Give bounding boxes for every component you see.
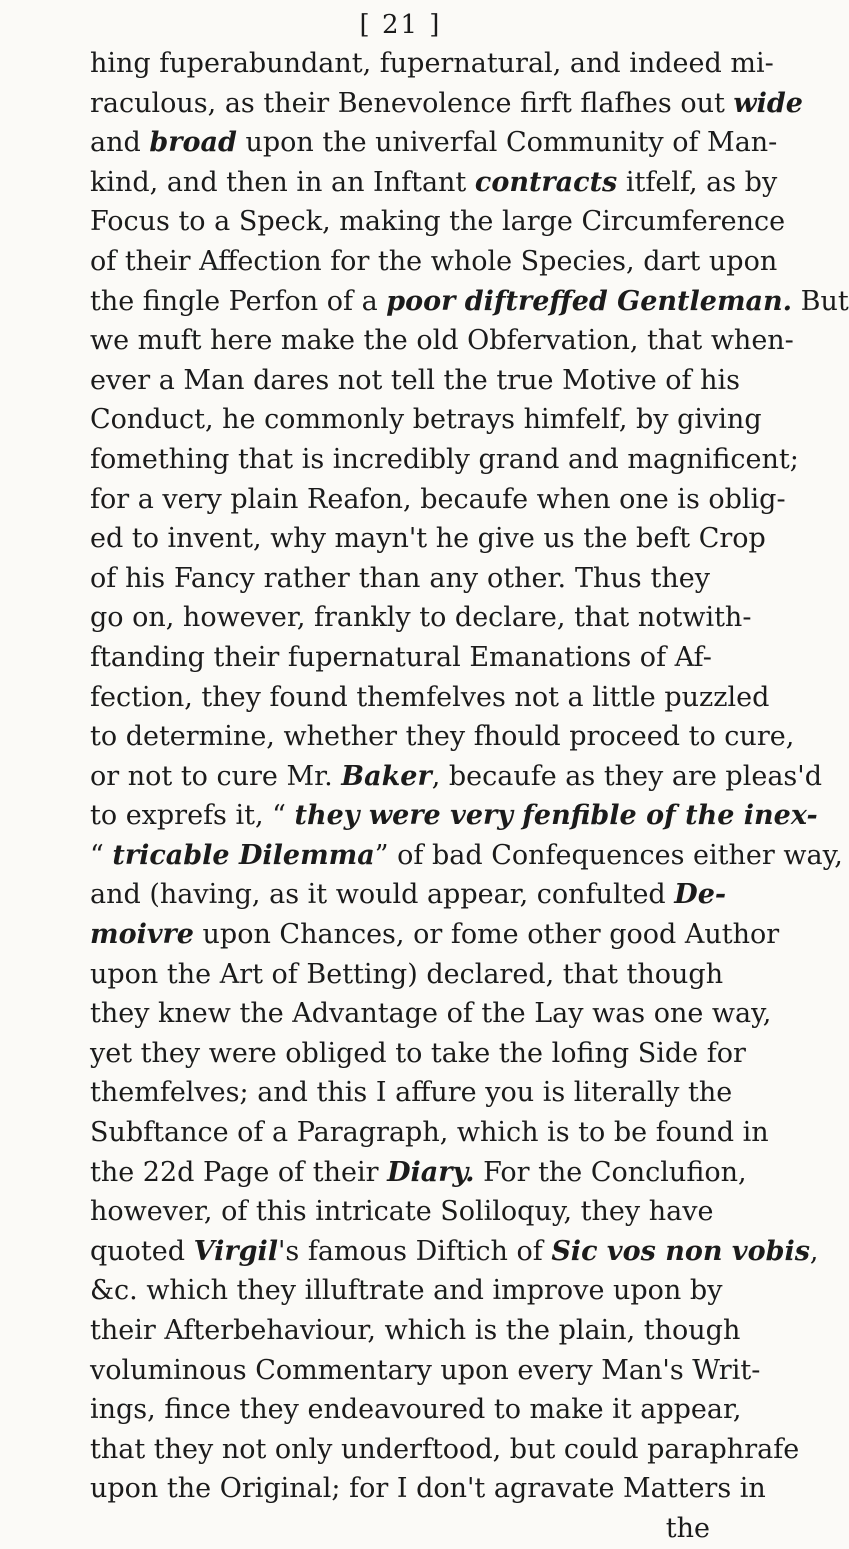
text-line — [90, 282, 849, 322]
text-line — [90, 915, 780, 955]
text-segment: of his Fancy rather than any other. Thus they — [90, 562, 710, 594]
text-segment: Conduct, he commonly betrays himfelf, by giving — [90, 404, 762, 436]
text-line — [90, 480, 786, 520]
text-segment: and (having, as it would appear, confulted — [90, 879, 675, 911]
text-line — [90, 321, 794, 361]
text-line — [90, 836, 843, 876]
text-line — [90, 955, 724, 995]
text-segment: But — [792, 285, 849, 317]
text-segment: go on, however, frankly to declare, that notwith- — [90, 602, 752, 634]
text-line — [90, 875, 727, 915]
italic-text: poor diftreffed Gentleman. — [386, 285, 793, 317]
text-segment: upon Chances, or fome other good Author — [193, 919, 780, 951]
text-segment: Subftance of a Paragraph, which is to be found in — [90, 1117, 769, 1149]
text-segment: the fingle Perfon of a — [90, 285, 387, 317]
text-segment: itfelf, as by — [617, 166, 778, 198]
text-line — [90, 400, 762, 440]
text-line — [90, 1153, 747, 1193]
text-line — [90, 123, 778, 163]
text-segment: 's famous Diftich of — [277, 1235, 552, 1267]
text-line — [90, 519, 766, 559]
text-segment: For the Conclufion, — [474, 1156, 747, 1188]
text-segment: yet they were obliged to take the lofing Side for — [90, 1037, 746, 1069]
text-segment: kind, and then in an Inftant — [90, 166, 475, 198]
text-line — [90, 202, 786, 242]
text-segment: and — [90, 127, 150, 159]
text-segment: upon the Art of Betting) declared, that though — [90, 958, 724, 990]
text-segment: voluminous Commentary upon every Man's Writ- — [90, 1354, 761, 1386]
text-line — [90, 361, 740, 401]
text-segment: ever a Man dares not tell the true Motive of his — [90, 364, 740, 396]
text-segment: upon the univerfal Community of Man- — [236, 127, 778, 159]
text-line — [90, 796, 818, 836]
text-line — [90, 440, 799, 480]
text-segment: themfelves; and this I affure you is literally the — [90, 1077, 733, 1109]
text-line — [90, 638, 710, 678]
body-text — [90, 44, 849, 1549]
text-segment: the 22d Page of their — [90, 1156, 388, 1188]
text-line — [90, 44, 774, 84]
text-segment: raculous, as their Benevolence firft flafhes out — [90, 87, 734, 119]
text-line — [90, 717, 795, 757]
text-line — [90, 1192, 714, 1232]
text-segment: , — [809, 1235, 819, 1267]
text-segment: they knew the Advantage of the Lay was one way, — [90, 998, 772, 1030]
text-line — [90, 1390, 742, 1430]
italic-text: contracts — [474, 166, 618, 198]
text-segment: of their Affection for the whole Species, dart upon — [90, 245, 778, 277]
text-line — [90, 1232, 819, 1272]
text-line — [90, 1469, 766, 1509]
text-line — [90, 1113, 769, 1153]
text-segment: we muft here make the old Obfervation, that when- — [90, 325, 794, 357]
page-number: [ 21 ] — [359, 10, 442, 40]
text-segment: hing fuperabundant, fupernatural, and indeed mi- — [90, 48, 774, 79]
text-line — [90, 1073, 733, 1113]
text-segment: ” of bad Confequences either way, — [374, 839, 843, 871]
italic-text: wide — [733, 87, 803, 119]
text-line — [90, 163, 778, 203]
italic-text: they were very fenfible of the inex- — [294, 800, 818, 832]
text-segment: , becaufe as they are pleas'd — [431, 760, 822, 792]
text-segment: their Afterbehaviour, which is the plain, though — [90, 1315, 741, 1346]
text-segment: or not to cure Mr. — [90, 760, 342, 792]
text-segment: “ — [90, 839, 113, 871]
text-segment: ed to invent, why mayn't he give us the beft Crop — [90, 523, 766, 555]
text-segment: that they not only underftood, but could paraphrafe — [90, 1433, 800, 1465]
italic-text: Diary. — [387, 1156, 475, 1188]
text-segment: to determine, whether they fhould proceed to cure, — [90, 721, 795, 753]
text-segment: quoted — [90, 1235, 194, 1267]
italic-text: Virgil — [193, 1235, 278, 1267]
italic-text: tricable Dilemma — [112, 839, 375, 871]
text-segment: fomething that is incredibly grand and magnificent; — [90, 443, 799, 475]
text-segment: however, of this intricate Soliloquy, they have — [90, 1196, 714, 1228]
text-segment: ings, fince they endeavoured to make it appear, — [90, 1394, 742, 1426]
italic-text: De- — [674, 879, 727, 911]
text-segment: the — [665, 1512, 710, 1544]
text-line — [90, 1271, 723, 1311]
text-line — [90, 678, 770, 718]
text-line — [90, 598, 752, 638]
italic-text: moivre — [90, 919, 194, 951]
text-line — [90, 84, 803, 124]
text-segment: Focus to a Speck, making the large Circumference — [90, 206, 786, 238]
text-line — [90, 1351, 761, 1391]
text-line — [90, 559, 710, 599]
italic-text: Baker — [341, 760, 432, 792]
text-line — [90, 242, 778, 282]
text-segment: ftanding their fupernatural Emanations of Af- — [90, 641, 712, 673]
text-line — [90, 1430, 800, 1470]
italic-text: broad — [149, 127, 237, 159]
text-segment: fection, they found themfelves not a little puzzled — [90, 681, 770, 713]
text-line — [90, 1034, 746, 1074]
text-segment: to exprefs it, “ — [90, 800, 295, 832]
text-line — [90, 1509, 710, 1549]
text-segment: for a very plain Reafon, becaufe when one is oblig- — [90, 483, 786, 515]
italic-text: Sic vos non vobis — [551, 1235, 810, 1267]
text-segment: upon the Original; for I don't agravate Matters in — [90, 1473, 766, 1505]
text-line — [90, 1311, 741, 1351]
text-segment: &c. which they illuftrate and improve upon by — [90, 1275, 723, 1307]
text-line — [90, 994, 772, 1034]
text-line — [90, 757, 822, 797]
